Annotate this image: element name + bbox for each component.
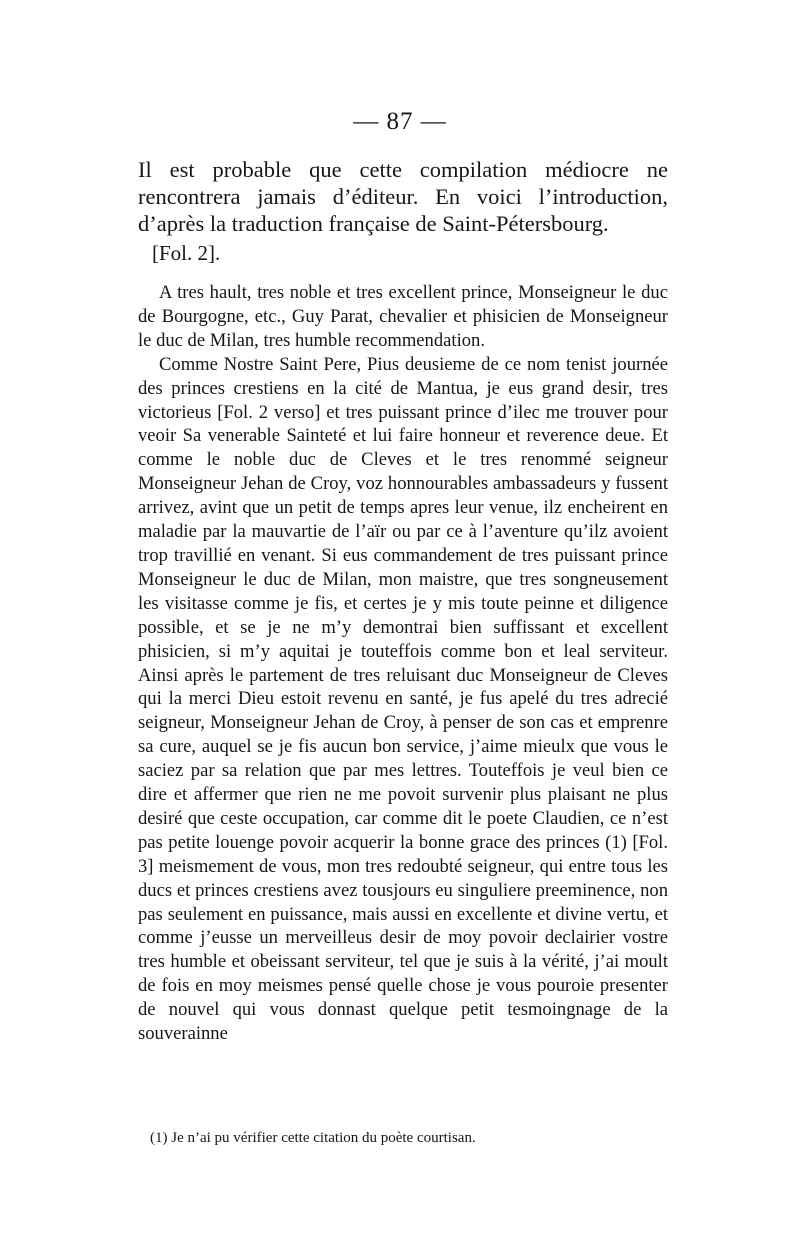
intro-text: Il est probable que cette compilation médiocre ne rencontrera jamais d’éditeur. En voici l’introduction, d’après la traduction française de Saint-Pétersbourg.	[138, 157, 668, 236]
folio-reference: [Fol. 2].	[152, 241, 221, 265]
footnote: (1) Je n’ai pu vérifier cette citation du poète courtisan.	[150, 1130, 476, 1146]
intro-paragraph	[138, 156, 668, 237]
letter-text	[138, 281, 668, 1046]
footnote-area	[138, 1128, 668, 1148]
letter-address: A tres hault, tres noble et tres excellent prince, Monseigneur le duc de Bourgogne, etc., Guy Parat, chevalier et phisicien de Monseigneur le duc de Milan, tres humble recommendation.	[138, 282, 668, 351]
page-number: — 87 —	[353, 108, 447, 135]
letter-body: Comme Nostre Saint Pere, Pius deusieme de ce nom tenist journée des princes crestiens en la cité de Mantua, je eus grand desir, tres victorieus [Fol. 2 verso] et tres puissant prince d’ilec me trouver pour veoir Sa venerable Sainteté et lui faire honneur et reverence deue. Et comme le noble duc de Cleves et le tres renommé seigneur Monseigneur Jehan de Croy, voz honnourables ambassadeurs y fussent arrivez, avint que un petit de temps apres leur venue, ilz encheirent en maladie par la mauvartie de l’aïr ou par ce à l’aventure qu’ilz avoient trop travillié en venant. Si eus commandement de tres puissant prince Monseigneur le duc de Milan, mon maistre, que tres songneusement les visitasse comme je fis, et certes je y mis toute peinne et diligence possible, et se je ne m’y demontrai bien suffissant et excellent phisicien, si m’y aquitai je touteffois comme bon et leal serviteur. Ainsi après le partement de tres reluisant duc Monseigneur de Cleves qui la merci Dieu estoit revenu en santé, je fus apelé du tres adrecié seigneur, Monseigneur Jehan de Croy, à penser de son cas et emprenre sa cure, auquel se je fis aucun bon service, j’aime mieulx que vous le saciez par sa relation que par mes lettres. Touteffois je veul bien ce dire et affermer que rien ne me povoit survenir plus plaisant ne plus desiré que ceste occupation, car comme dit le poete Claudien, ce n’est pas petite louenge povoir acquerir la bonne grace des princes (1) [Fol. 3] meismement de vous, mon tres redoubté seigneur, qui entre tous les ducs et princes crestiens avez tousjours eu singuliere preeminence, non pas seulement en puissance, mais aussi en excellente et divine vertu, et comme j’eusse un merveilleus desir de moy povoir declairier vostre tres humble et obeissant serviteur, tel que je suis à la vérité, j’ai moult de fois en moy meismes pensé quelle chose je vous pouroie presenter de nouvel qui vous donnast quelque petit tesmoingnage de la souverainne	[138, 353, 668, 1045]
